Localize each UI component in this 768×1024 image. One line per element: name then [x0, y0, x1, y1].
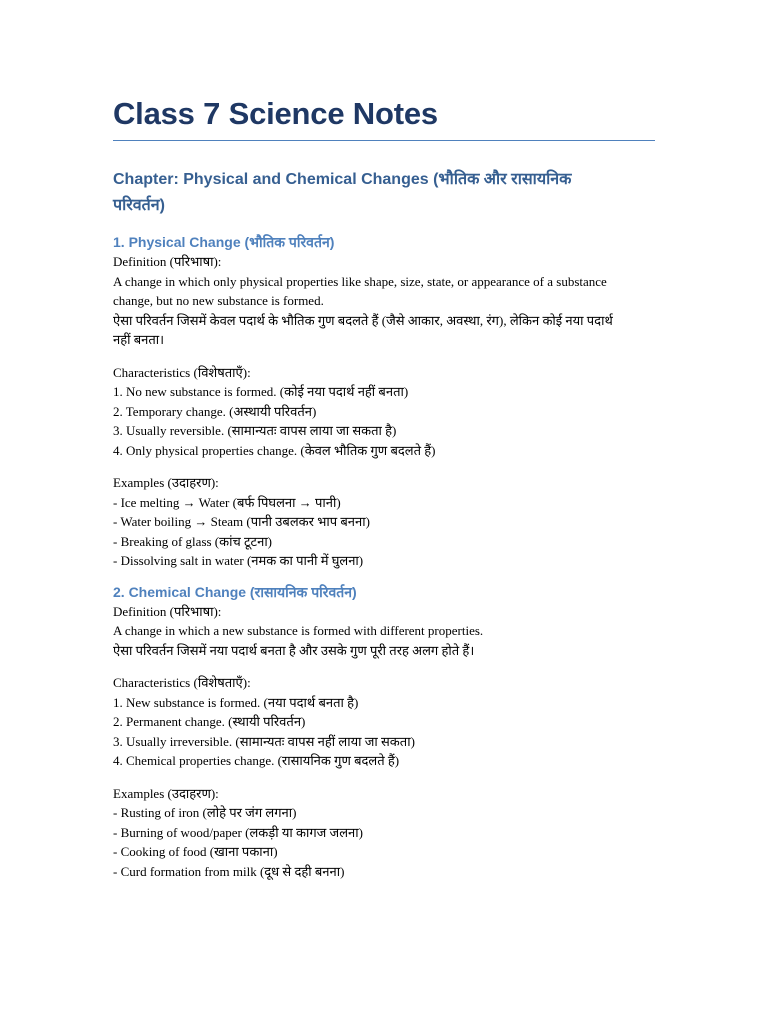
physical-definition-hi: ऐसा परिवर्तन जिसमें केवल पदार्थ के भौतिक गुण बदलते हैं (जैसे आकार, अवस्था, रंग), लेकिन कोई नया पदार्थ नहीं बनता। [113, 312, 613, 347]
chemical-example-item: - Rusting of iron (लोहे पर जंग लगना) [113, 805, 297, 820]
chemical-definition-hi: ऐसा परिवर्तन जिसमें नया पदार्थ बनता है और उसके गुण पूरी तरह अलग होते हैं। [113, 642, 475, 658]
physical-characteristic-item: 1. No new substance is formed. (कोई नया पदार्थ नहीं बनता) [113, 384, 409, 399]
physical-characteristic-item: 4. Only physical properties change. (केवल भौतिक गुण बदलते हैं) [113, 442, 436, 458]
chemical-change-heading: 2. Chemical Change (रासायनिक परिवर्तन) [113, 583, 357, 600]
physical-example-item: - Breaking of glass (कांच टूटना) [113, 533, 273, 549]
chemical-definition-label: Definition (परिभाषा): [113, 603, 222, 619]
page-title: Class 7 Science Notes [113, 92, 655, 141]
spacer [113, 350, 655, 363]
chemical-example-item: - Cooking of food (खाना पकाना) [113, 844, 278, 859]
physical-change-heading: 1. Physical Change (भौतिक परिवर्तन) [113, 234, 335, 250]
physical-definition-en: A change in which only physical properties like shape, size, state, or appearance of a substance change, but no new substance is formed. [113, 273, 607, 308]
chemical-example-item: - Curd formation from milk (दूध से दही बनना) [113, 863, 345, 879]
chemical-example-item: - Burning of wood/paper (लकड़ी या कागज जलना) [113, 824, 363, 840]
chemical-characteristic-item: 3. Usually irreversible. (सामान्यतः वापस नहीं लाया जा सकता) [113, 733, 415, 749]
physical-characteristics-label: Characteristics (विशेषताएँ): [113, 364, 251, 380]
physical-example-item: - Dissolving salt in water (नमक का पानी में घुलना) [113, 553, 364, 568]
chemical-examples-label: Examples (उदाहरण): [113, 785, 219, 801]
document-page [113, 92, 655, 881]
spacer [113, 660, 655, 673]
chemical-characteristic-item: 1. New substance is formed. (नया पदार्थ बनता है) [113, 694, 359, 710]
chemical-characteristics-label: Characteristics (विशेषताएँ): [113, 675, 251, 690]
chapter-heading: Chapter: Physical and Chemical Changes (भौतिक और रासायनिक परिवर्तन) [113, 171, 572, 214]
chemical-definition-en: A change in which a new substance is formed with different properties. [113, 623, 484, 638]
physical-definition-label: Definition (परिभाषा): [113, 254, 222, 269]
physical-characteristic-item: 2. Temporary change. (अस्थायी परिवर्तन) [113, 403, 317, 419]
spacer [113, 460, 655, 473]
physical-example-item: - Ice melting → Water (बर्फ पिघलना → पानी) [113, 494, 341, 510]
spacer [113, 771, 655, 784]
physical-characteristic-item: 3. Usually reversible. (सामान्यतः वापस लाया जा सकता है) [113, 423, 397, 438]
physical-examples-label: Examples (उदाहरण): [113, 475, 219, 490]
chemical-characteristic-item: 2. Permanent change. (स्थायी परिवर्तन) [113, 714, 306, 729]
physical-example-item: - Water boiling → Steam (पानी उबलकर भाप बनना) [113, 514, 370, 529]
chemical-characteristic-item: 4. Chemical properties change. (रासायनिक गुण बदलते हैं) [113, 753, 400, 768]
